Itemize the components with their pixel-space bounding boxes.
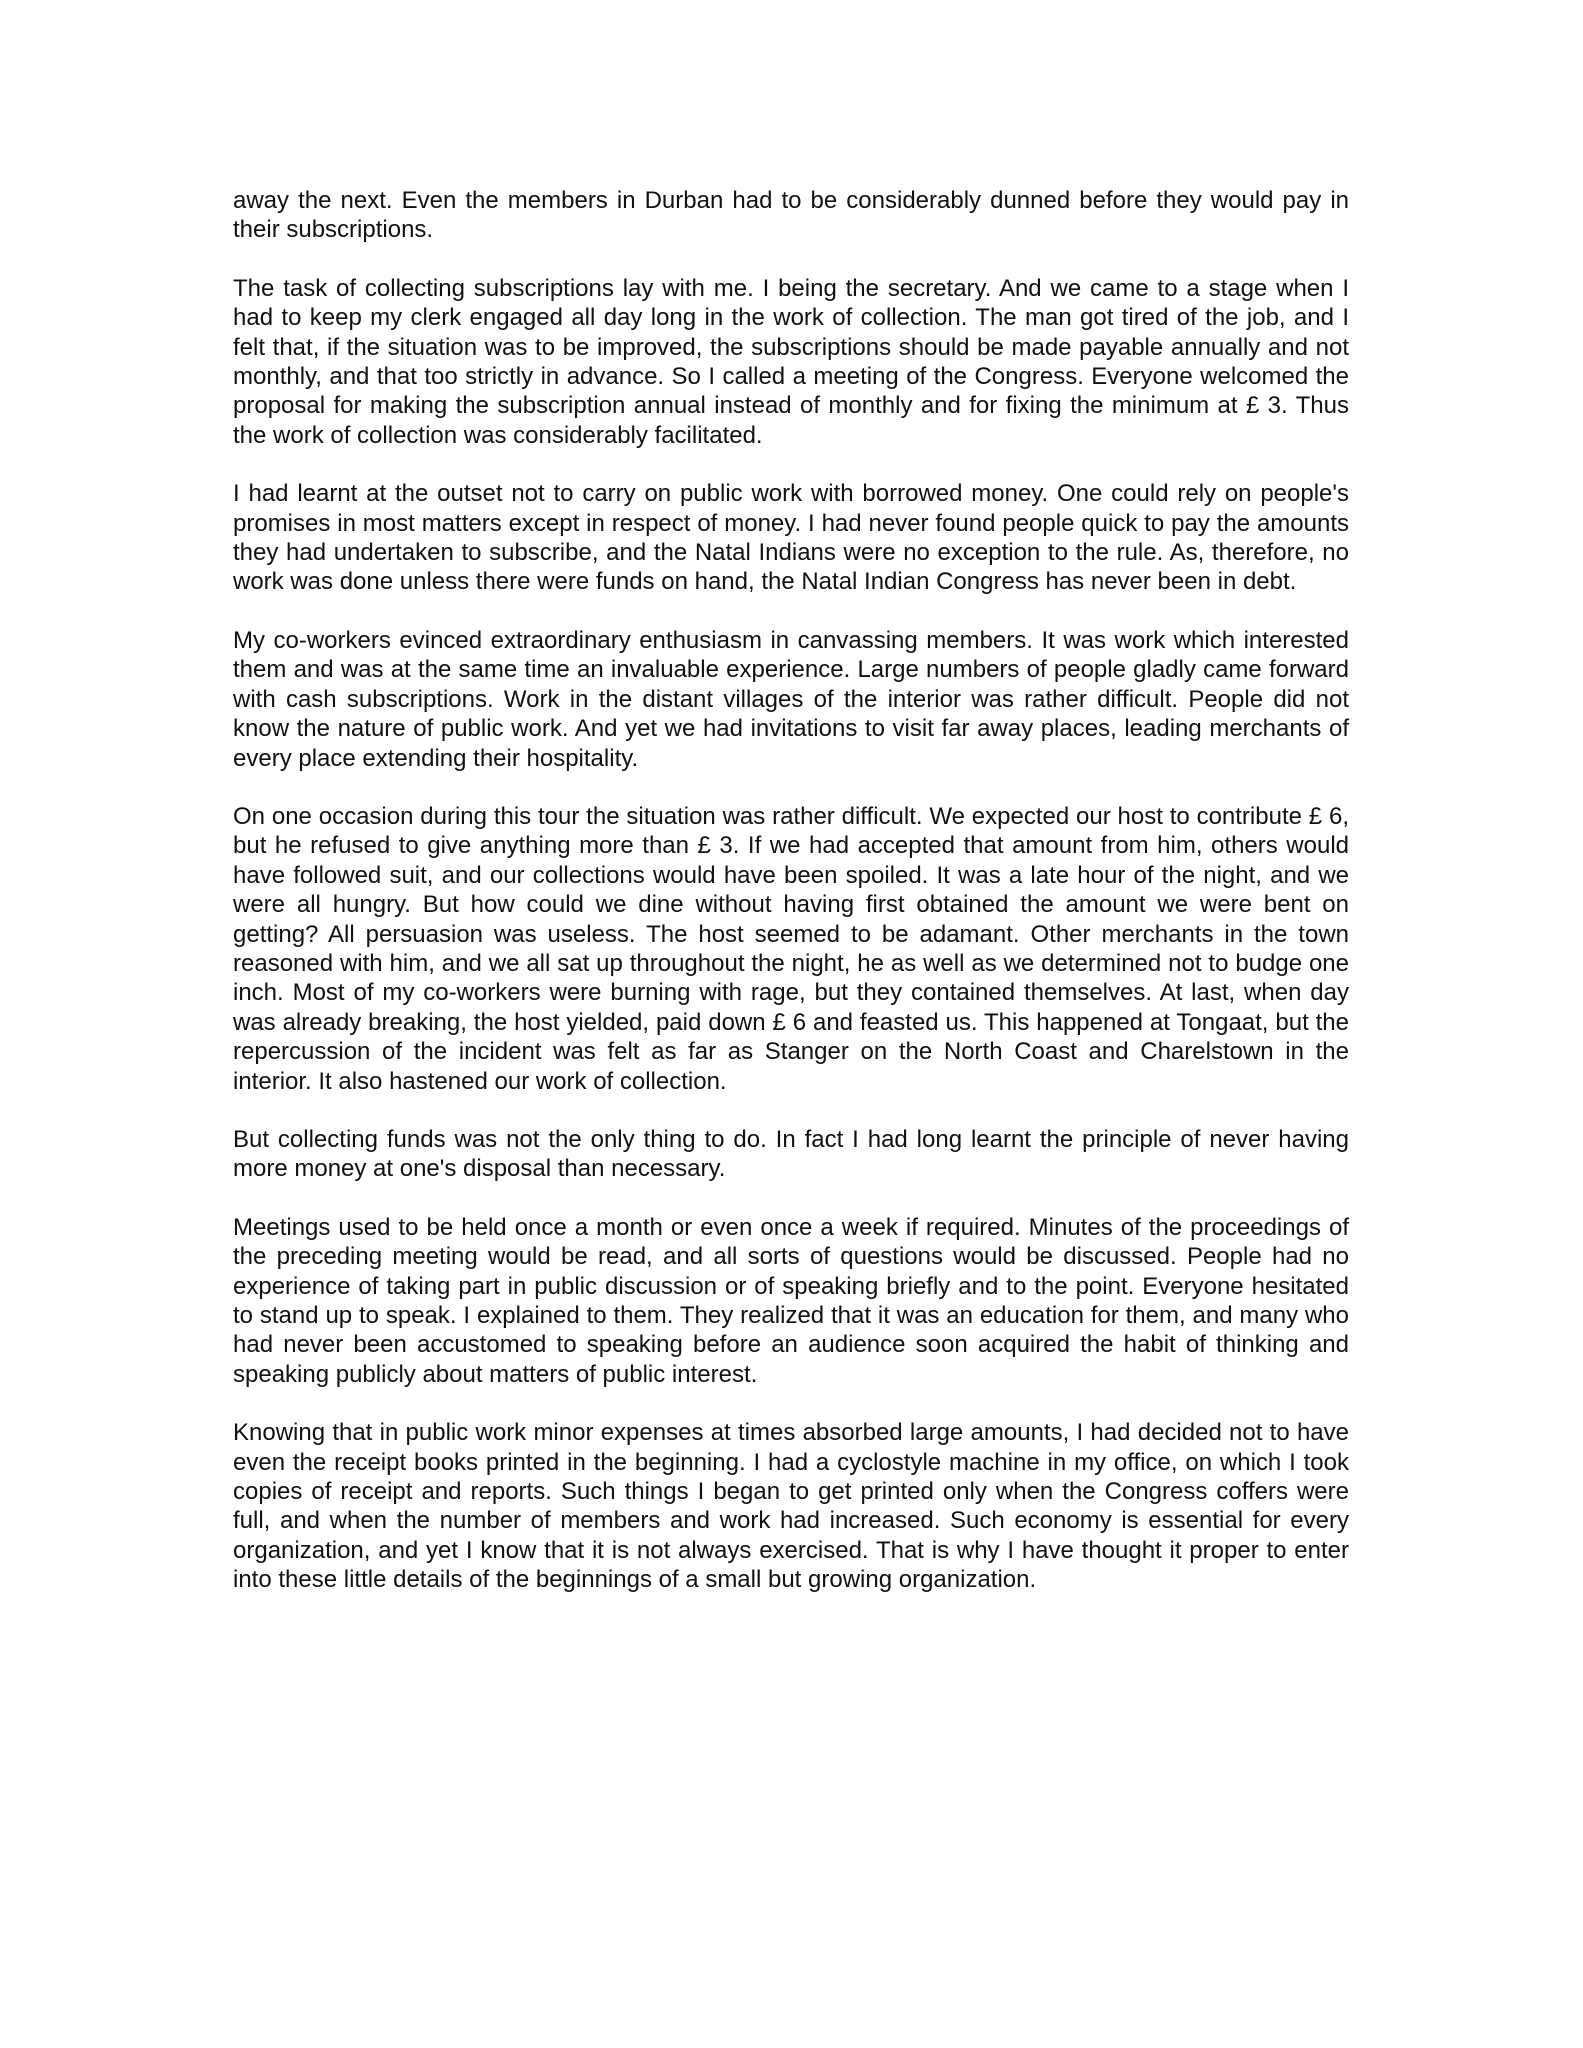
paragraph-7: Meetings used to be held once a month or even once a week if required. Minutes of the proceedings of the preceding meeting would be read, and all sorts of questions would be discussed. People had no experience of taking part in public discussion or of speaking briefly and to the point. Everyone hesitated to stand up to speak. I explained to them. They realized that it was an education for them, and many who had never been accustomed to speaking before an audience soon acquired the habit of thinking and speaking publicly about matters of public interest. <box>233 1213 1349 1388</box>
paragraph-3: I had learnt at the outset not to carry on public work with borrowed money. One could rely on people's promises in most matters except in respect of money. I had never found people quick to pay the amounts they had undertaken to subscribe, and the Natal Indians were no exception to the rule. As, therefore, no work was done unless there were funds on hand, the Natal Indian Congress has never been in debt. <box>233 480 1349 596</box>
paragraph-6: But collecting funds was not the only thing to do. In fact I had long learnt the principle of never having more money at one's disposal than necessary. <box>233 1125 1349 1183</box>
paragraph-8: Knowing that in public work minor expenses at times absorbed large amounts, I had decided not to have even the receipt books printed in the beginning. I had a cyclostyle machine in my office, on which I took copies of receipt and reports. Such things I began to get printed only when the Congress coffers were full, and when the number of members and work had increased. Such economy is essential for every organization, and yet I know that it is not always exercised. That is why I have thought it proper to enter into these little details of the beginnings of a small but growing organization. <box>233 1419 1349 1594</box>
body-text <box>233 186 1349 1624</box>
paragraph-1: away the next. Even the members in Durban had to be considerably dunned before they would pay in their subscriptions. <box>233 187 1349 244</box>
paragraph-4: My co-workers evinced extraordinary enthusiasm in canvassing members. It was work which interested them and was at the same time an invaluable experience. Large numbers of people gladly came forward with cash subscriptions. Work in the distant villages of the interior was rather difficult. People did not know the nature of public work. And yet we had invitations to visit far away places, leading merchants of every place extending their hospitality. <box>233 626 1349 772</box>
paragraph-5: On one occasion during this tour the situation was rather difficult. We expected our host to contribute £ 6, but he refused to give anything more than £ 3. If we had accepted that amount from him, others would have followed suit, and our collections would have been spoiled. It was a late hour of the night, and we were all hungry. But how could we dine without having first obtained the amount we were bent on getting? All persuasion was useless. The host seemed to be adamant. Other merchants in the town reasoned with him, and we all sat up throughout the night, he as well as we determined not to budge one inch. Most of my co-workers were burning with rage, but they contained themselves. At last, when day was already breaking, the host yielded, paid down £ 6 and feasted us. This happened at Tongaat, but the repercussion of the incident was felt as far as Stanger on the North Coast and Charelstown in the interior. It also hastened our work of collection. <box>233 802 1349 1095</box>
paragraph-2: The task of collecting subscriptions lay with me. I being the secretary. And we came to a stage when I had to keep my clerk engaged all day long in the work of collection. The man got tired of the job, and I felt that, if the situation was to be improved, the subscriptions should be made payable annually and not monthly, and that too strictly in advance. So I called a meeting of the Congress. Everyone welcomed the proposal for making the subscription annual instead of monthly and for fixing the minimum at £ 3. Thus the work of collection was considerably facilitated. <box>233 274 1349 449</box>
